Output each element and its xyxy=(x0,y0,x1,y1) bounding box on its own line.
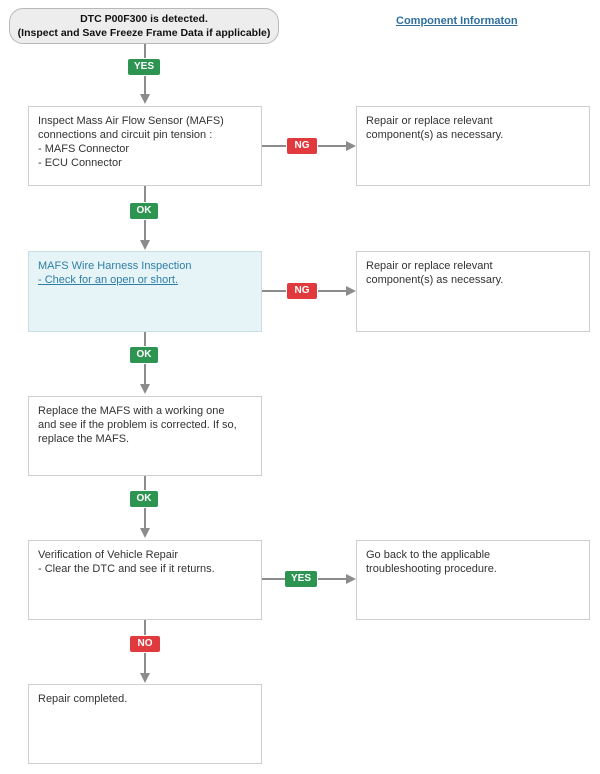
step-replace-mafs xyxy=(28,396,262,476)
ok-badge: OK xyxy=(130,347,158,363)
step-text-line: Replace the MAFS with a working one xyxy=(38,405,225,417)
side-text-line: component(s) as necessary. xyxy=(366,129,504,141)
step-text-line: and see if the problem is corrected. If so, xyxy=(38,419,237,431)
ok-badge: OK xyxy=(130,491,158,507)
step-text-line: - MAFS Connector xyxy=(38,143,130,155)
ok-badge: OK xyxy=(130,203,158,219)
step-text-line: connections and circuit pin tension : xyxy=(38,129,213,141)
step-verification xyxy=(28,540,262,620)
side-text-line: component(s) as necessary. xyxy=(366,274,504,286)
step-text-line: Repair completed. xyxy=(38,693,128,705)
ng-badge: NG xyxy=(287,283,317,299)
side-text-line: Repair or replace relevant xyxy=(366,260,493,272)
start-line-2: (Inspect and Save Freeze Frame Data if applicable) xyxy=(17,27,271,39)
start-line-1: DTC P00F300 is detected. xyxy=(80,13,208,25)
start-terminator xyxy=(9,8,279,44)
yes-badge: YES xyxy=(285,571,317,587)
component-information-link[interactable]: Component Informaton xyxy=(396,15,518,27)
ng-badge: NG xyxy=(287,138,317,154)
yes-badge: YES xyxy=(128,59,160,75)
side-text-line: troubleshooting procedure. xyxy=(366,563,497,575)
step-text-line: - ECU Connector xyxy=(38,157,122,169)
step-wire-harness-inspection xyxy=(28,251,262,332)
side-box-repair-2 xyxy=(356,251,590,332)
side-box-go-back xyxy=(356,540,590,620)
step-title: MAFS Wire Harness Inspection xyxy=(38,260,192,272)
side-box-repair-1 xyxy=(356,106,590,186)
check-open-short-link[interactable]: - Check for an open or short. xyxy=(38,274,179,286)
step-text-line: Inspect Mass Air Flow Sensor (MAFS) xyxy=(38,115,224,127)
step-text-line: Verification of Vehicle Repair xyxy=(38,549,179,561)
step-inspect-mafs xyxy=(28,106,262,186)
no-badge: NO xyxy=(130,636,160,652)
side-text-line: Repair or replace relevant xyxy=(366,115,493,127)
side-text-line: Go back to the applicable xyxy=(366,549,491,561)
step-repair-completed xyxy=(28,684,262,764)
step-text-line: replace the MAFS. xyxy=(38,433,130,445)
step-text-line: - Clear the DTC and see if it returns. xyxy=(38,563,215,575)
